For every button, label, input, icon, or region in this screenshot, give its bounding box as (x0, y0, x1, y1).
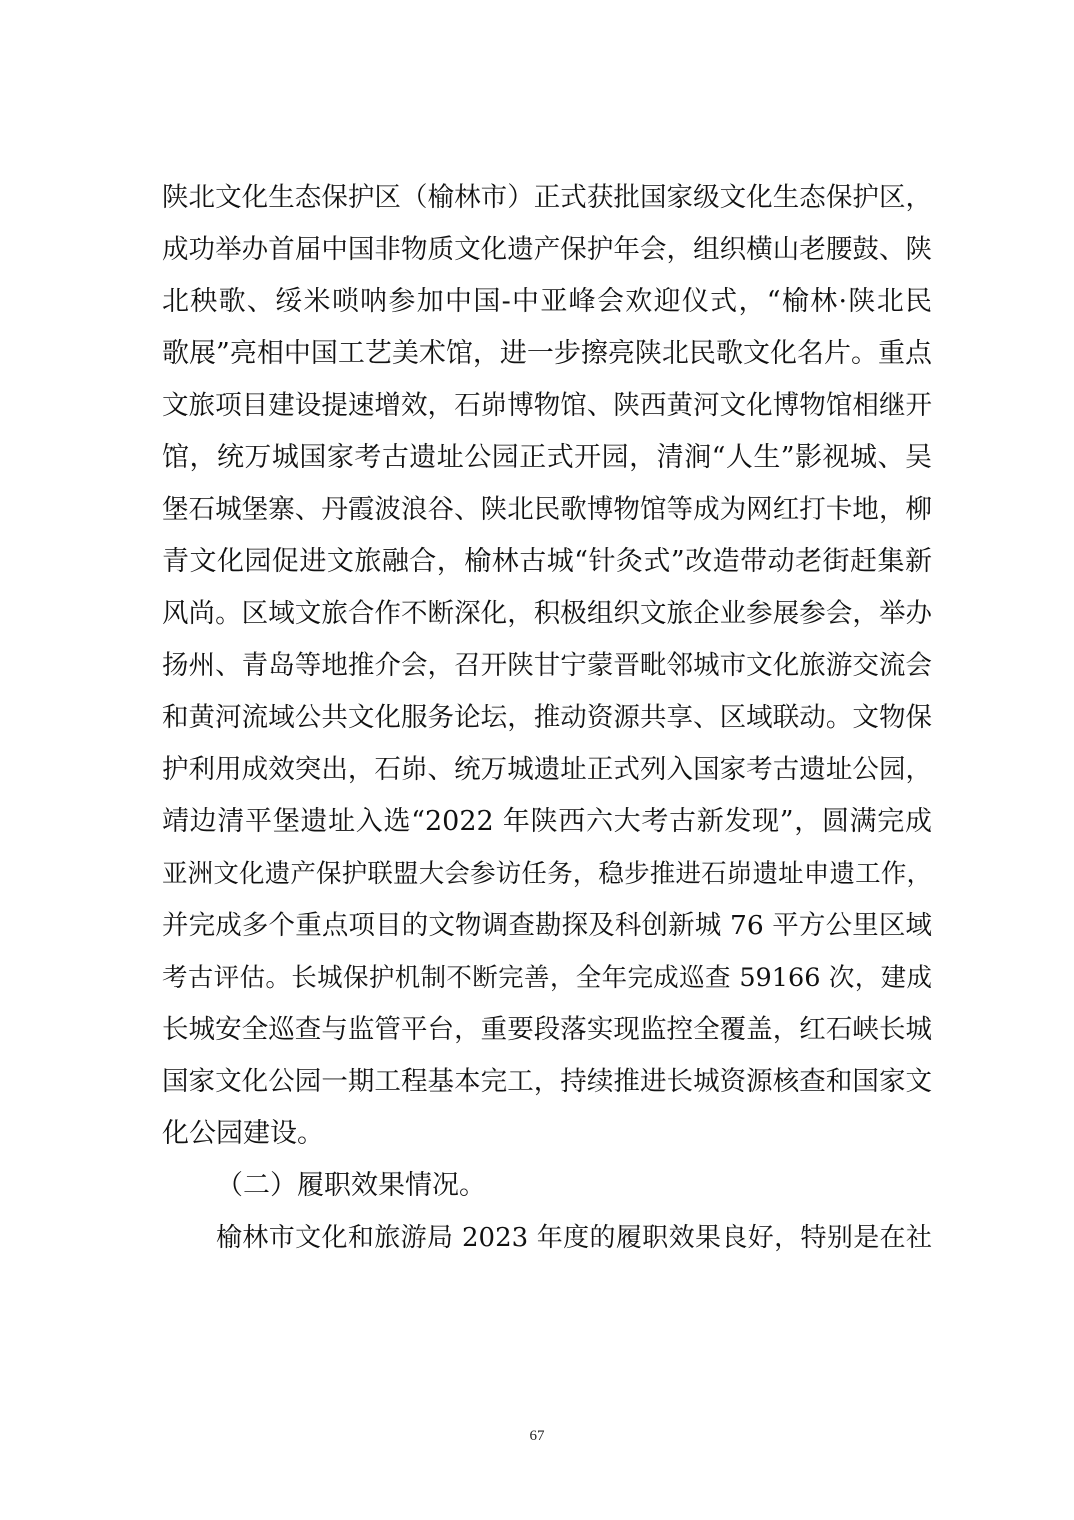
paragraph-line: 考古评估。长城保护机制不断完善，全年完成巡查 59166 次，建成 (162, 963, 932, 993)
paragraph-line: 青文化园促进文旅融合，榆林古城“针灸式”改造带动老街赶集新 (162, 546, 932, 577)
section-heading: （二）履职效果情况。 (216, 1170, 486, 1201)
paragraph-line: 文旅项目建设提速增效，石峁博物馆、陕西黄河文化博物馆相继开 (162, 390, 932, 421)
paragraph-line: 成功举办首届中国非物质文化遗产保护年会，组织横山老腰鼓、陕 (162, 234, 932, 265)
paragraph-line: 扬州、青岛等地推介会，召开陕甘宁蒙晋毗邻城市文化旅游交流会 (162, 650, 932, 681)
paragraph-line: 长城安全巡查与监管平台，重要段落实现监控全覆盖，红石峡长城 (162, 1014, 932, 1045)
paragraph-line: 北秧歌、绥米唢呐参加中国-中亚峰会欢迎仪式，“榆林·陕北民 (162, 286, 932, 317)
paragraph-line: 亚洲文化遗产保护联盟大会参访任务，稳步推进石峁遗址申遗工作， (162, 859, 932, 889)
paragraph-line: 护利用成效突出，石峁、统万城遗址正式列入国家考古遗址公园， (162, 754, 932, 785)
paragraph-line: 并完成多个重点项目的文物调查勘探及科创新城 76 平方公里区域 (162, 910, 932, 941)
paragraph-line: 化公园建设。 (162, 1118, 324, 1149)
paragraph-line: 风尚。区域文旅合作不断深化，积极组织文旅企业参展参会，举办 (162, 598, 932, 629)
paragraph-line: 馆，统万城国家考古遗址公园正式开园，清涧“人生”影视城、吴 (162, 442, 932, 473)
body-text (162, 172, 932, 1264)
paragraph-line: 榆林市文化和旅游局 2023 年度的履职效果良好，特别是在社 (216, 1223, 932, 1253)
paragraph-line: 陕北文化生态保护区（榆林市）正式获批国家级文化生态保护区， (162, 182, 932, 213)
paragraph-line: 堡石城堡寨、丹霞波浪谷、陕北民歌博物馆等成为网红打卡地，柳 (162, 494, 932, 525)
paragraph-line: 靖边清平堡遗址入选“2022 年陕西六大考古新发现”，圆满完成 (162, 806, 932, 837)
page-number: 67 (529, 1428, 545, 1444)
paragraph-line: 歌展”亮相中国工艺美术馆，进一步擦亮陕北民歌文化名片。重点 (162, 338, 932, 369)
paragraph-line: 国家文化公园一期工程基本完工，持续推进长城资源核查和国家文 (162, 1066, 932, 1097)
paragraph-line: 和黄河流域公共文化服务论坛，推动资源共享、区域联动。文物保 (162, 702, 932, 733)
